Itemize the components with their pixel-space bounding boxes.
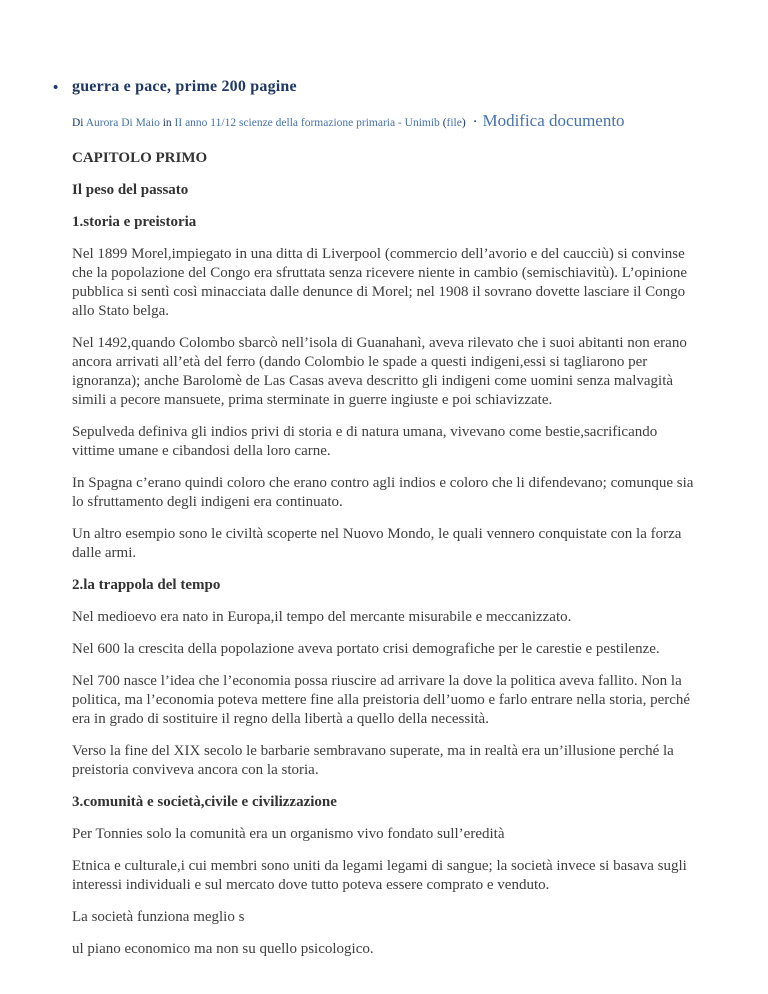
document-paragraph: In Spagna c’erano quindi coloro che erano contro agli indios e coloro che li difendevano; comunque sia lo sfruttamento degli indigeni era continuato. bbox=[72, 475, 694, 510]
file-paren-close: ) bbox=[461, 117, 466, 129]
list-bullet-icon: • bbox=[53, 79, 59, 96]
byline bbox=[72, 110, 695, 134]
document-heading: 1.storia e preistoria bbox=[72, 214, 197, 230]
document-heading: 3.comunità e società,civile e civilizzazione bbox=[72, 794, 337, 810]
document-paragraph: Un altro esempio sono le civiltà scoperte nel Nuovo Mondo, le quali vennero conquistate con la forza dalle armi. bbox=[72, 526, 682, 561]
file-link[interactable]: file bbox=[446, 117, 462, 129]
document-paragraph: Nel 700 nasce l’idea che l’economia possa riuscire ad arrivare la dove la politica aveva fallito. Non la politica, ma l’economia poteva mettere fine alla preistoria dell’uomo e farlo entrare nella storia, perché era in grado di sostituire il regno della libertà a quello della necessità. bbox=[72, 673, 691, 727]
document-paragraph: Etnica e culturale,i cui membri sono uniti da legami legami di sangue; la società invece si basava sugli interessi individuali e sul mercato dove tutto poteva essere comprato e venduto. bbox=[72, 858, 687, 893]
document-paragraph: Verso la fine del XIX secolo le barbarie sembravano superate, ma in realtà era un’illusione perché la preistoria conviveva ancora con la storia. bbox=[72, 743, 674, 778]
document-paragraph: ul piano economico ma non su quello psicologico. bbox=[72, 941, 374, 957]
byline-connector: in bbox=[162, 117, 172, 129]
document-body bbox=[72, 149, 695, 959]
document-paragraph: Per Tonnies solo la comunità era un organismo vivo fondato sull’eredità bbox=[72, 826, 505, 842]
document-heading: CAPITOLO PRIMO bbox=[72, 150, 208, 166]
edit-document-link[interactable]: Modifica documento bbox=[482, 111, 625, 130]
document-paragraph: Sepulveda definiva gli indios privi di storia e di natura umana, vivevano come bestie,sacrificando vittime umane e cibandosi della loro carne. bbox=[72, 424, 658, 459]
document-list-item bbox=[53, 78, 695, 96]
middot-separator: · bbox=[472, 114, 478, 130]
document-heading: 2.la trappola del tempo bbox=[72, 577, 221, 593]
document-paragraph: Nel 1492,quando Colombo sbarcò nell’isola di Guanahanì, aveva rilevato che i suoi abitanti non erano ancora arrivati all’età del ferro (dando Colombio le spade a questi indigeni,essi si tagliarono per ignoranza); anche Barolomè de Las Casas aveva descritto gli indigeni come uomini senza malvagità simili a pecore mansuete, prima sterminate in guerre ingiuste e poi schiavizzate. bbox=[72, 335, 687, 408]
document-paragraph: Nel 600 la crescita della popolazione aveva portato crisi demografiche per le carestie e pestilenze. bbox=[72, 641, 660, 657]
byline-prefix: Di bbox=[72, 117, 84, 129]
document-paragraph: Nel medioevo era nato in Europa,il tempo del mercante misurabile e meccanizzato. bbox=[72, 609, 572, 625]
course-link[interactable]: II anno 11/12 scienze della formazione primaria - Unimib bbox=[174, 117, 440, 129]
file-paren-open: ( bbox=[442, 117, 447, 129]
document-title-link[interactable]: guerra e pace, prime 200 pagine bbox=[72, 78, 297, 95]
document-paragraph: Nel 1899 Morel,impiegato in una ditta di Liverpool (commercio dell’avorio e del caucciù) si convinse che la popolazione del Congo era sfruttata senza ricevere niente in cambio (semischiavitù). L’opinione pubblica si sentì così minacciata dalle denunce di Morel; nel 1908 il sovrano dovette lasciare il Congo allo Stato belga. bbox=[72, 246, 688, 319]
document-heading: Il peso del passato bbox=[72, 182, 189, 198]
document-paragraph: La società funziona meglio s bbox=[72, 909, 245, 925]
author-link[interactable]: Aurora Di Maio bbox=[85, 117, 160, 129]
